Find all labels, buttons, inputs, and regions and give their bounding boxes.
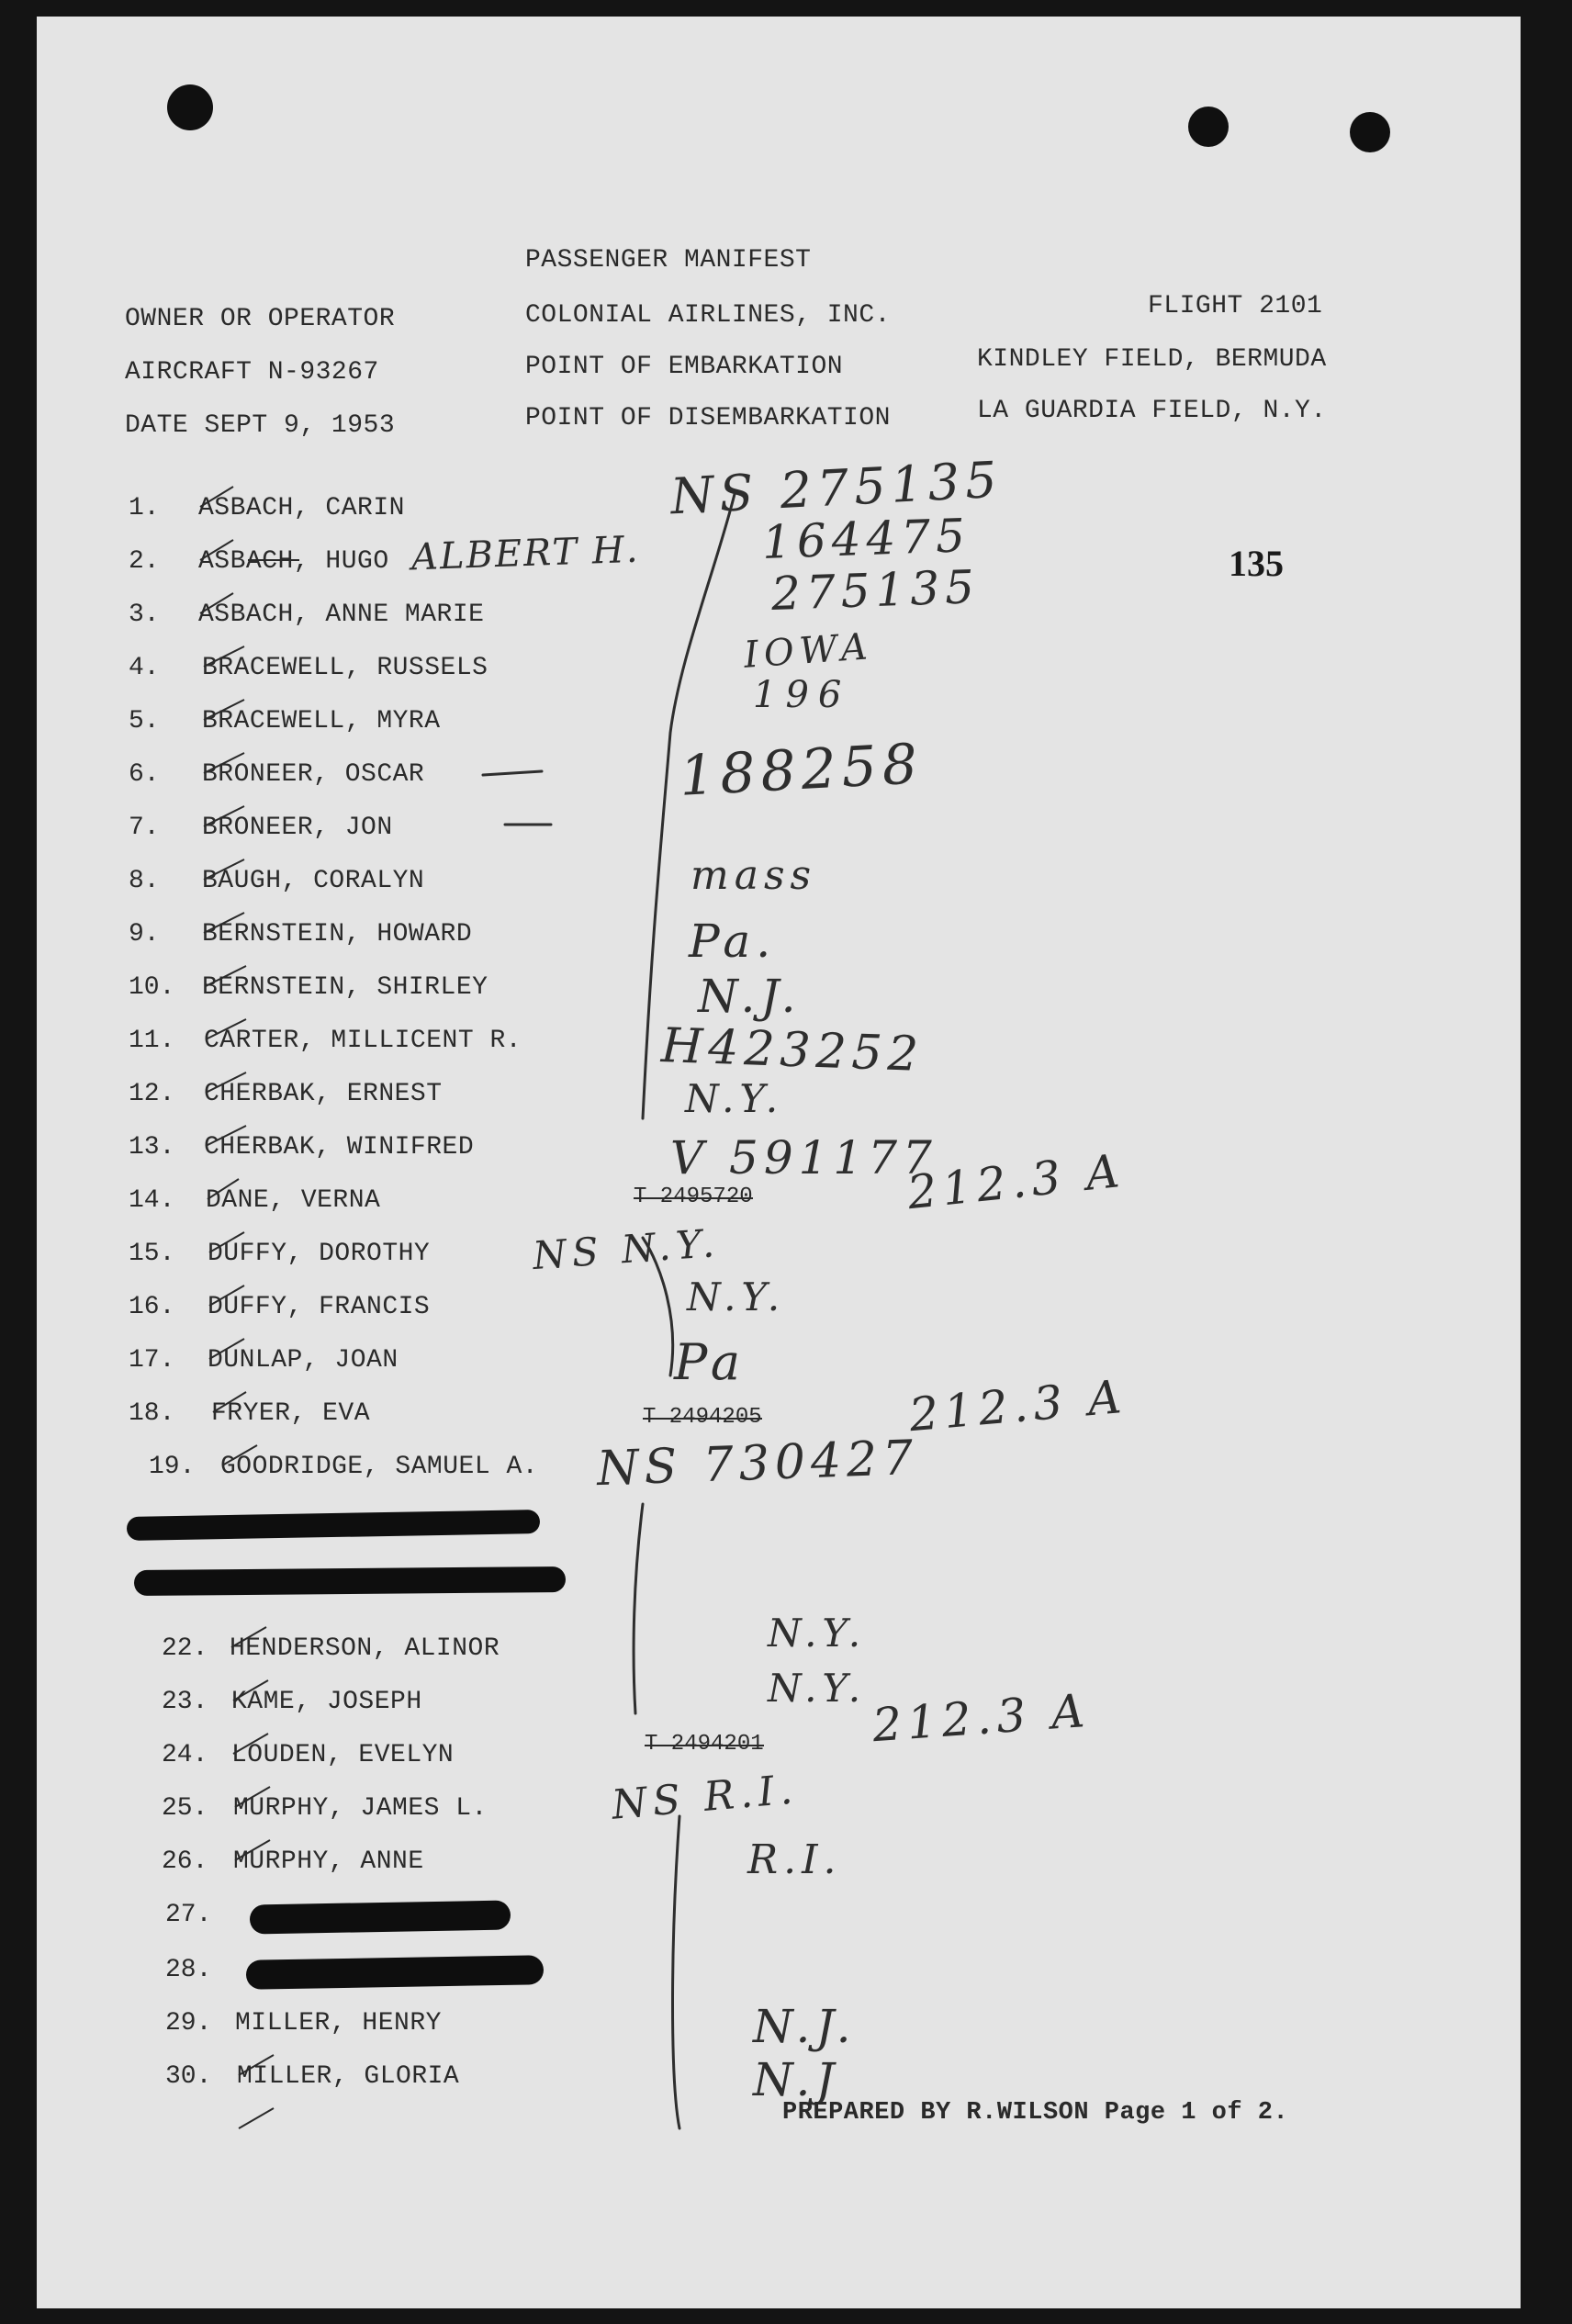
row-number: 11.	[129, 1027, 175, 1055]
handwritten-note: R.I.	[747, 1836, 842, 1883]
passenger-name: MILLER, GLORIA	[237, 2062, 460, 2091]
row-number: 25.	[162, 1794, 208, 1823]
passenger-name: DANE, VERNA	[206, 1186, 381, 1215]
handwritten-note: N.Y.	[768, 1666, 867, 1711]
handwritten-note: 212.3 A	[904, 1143, 1128, 1220]
passenger-name: CHERBAK, WINIFRED	[204, 1133, 475, 1162]
manifest-title: PASSENGER MANIFEST	[525, 246, 812, 275]
row-number: 27.	[165, 1901, 212, 1929]
handwritten-note: Pa	[674, 1333, 747, 1391]
passenger-name: CARTER, MILLICENT R.	[204, 1027, 522, 1055]
row-number: 3.	[129, 601, 160, 629]
row-number: 4.	[129, 654, 160, 682]
disembarkation-label: POINT OF DISEMBARKATION	[525, 404, 891, 432]
row-number: 23.	[162, 1688, 208, 1716]
passenger-name: DUNLAP, JOAN	[208, 1346, 399, 1375]
passenger-name: BRONEER, OSCAR	[202, 760, 425, 789]
row-number: 24.	[162, 1741, 208, 1769]
handwritten-note: mass	[691, 852, 817, 899]
ticket-number: T 2494205	[643, 1405, 762, 1430]
row-number: 22.	[162, 1634, 208, 1663]
embarkation-label: POINT OF EMBARKATION	[525, 353, 844, 381]
row-number: 16.	[129, 1293, 175, 1321]
passenger-name: DUFFY, DOROTHY	[208, 1240, 431, 1268]
row-number: 28.	[165, 1956, 212, 1984]
page-mark: 135	[1229, 543, 1284, 584]
passenger-name: BRACEWELL, RUSSELS	[202, 654, 488, 682]
passenger-name: MILLER, HENRY	[235, 2009, 442, 2038]
embarkation-value: KINDLEY FIELD, BERMUDA	[977, 345, 1327, 374]
passenger-name: ASBACH, CARIN	[198, 494, 405, 522]
handwritten-note: NS 275135	[668, 450, 1004, 526]
passenger-name: BERNSTEIN, SHIRLEY	[202, 973, 488, 1002]
manifest-date: DATE SEPT 9, 1953	[125, 411, 396, 440]
owner-value: COLONIAL AIRLINES, INC.	[525, 301, 891, 330]
row-number: 17.	[129, 1346, 175, 1375]
passenger-name: ASBACH, HUGO	[198, 547, 389, 576]
handwritten-note: N.J	[753, 2053, 840, 2106]
handwritten-note: N.Y.	[685, 1076, 784, 1121]
handwritten-note: H423252	[660, 1018, 925, 1083]
passenger-name: ASBACH, ANNE MARIE	[198, 601, 485, 629]
handwritten-note: 196	[753, 674, 851, 716]
ticket-number: T 2495720	[634, 1184, 753, 1209]
row-number: 30.	[165, 2062, 212, 2091]
disembarkation-value: LA GUARDIA FIELD, N.Y.	[977, 397, 1327, 425]
row-number: 2.	[129, 547, 160, 576]
passenger-name: BRACEWELL, MYRA	[202, 707, 441, 735]
row-number: 18.	[129, 1399, 175, 1428]
handwritten-note: N.Y.	[687, 1274, 786, 1319]
row-number: 26.	[162, 1847, 208, 1876]
row-number: 12.	[129, 1080, 175, 1108]
handwritten-note: 275135	[770, 560, 981, 621]
passenger-name: FRYER, EVA	[211, 1399, 371, 1428]
row-number: 13.	[129, 1133, 175, 1162]
handwritten-note: Pa.	[689, 915, 777, 968]
row-number: 15.	[129, 1240, 175, 1268]
passenger-name: HENDERSON, ALINOR	[230, 1634, 500, 1663]
handwritten-note: N.J.	[698, 970, 802, 1023]
handwritten-note: NS N.Y.	[531, 1219, 722, 1279]
row-number: 5.	[129, 707, 160, 735]
row-number: 8.	[129, 867, 160, 895]
flight-number: FLIGHT 2101	[1148, 292, 1323, 320]
handwritten-note: 188258	[678, 732, 925, 809]
passenger-name: KAME, JOSEPH	[231, 1688, 422, 1716]
handwritten-note: 212.3 A	[906, 1369, 1129, 1443]
ticket-number: T 2494201	[645, 1732, 764, 1757]
passenger-name: BRONEER, JON	[202, 814, 393, 842]
handwritten-note: 164475	[761, 509, 971, 569]
row-number: 29.	[165, 2009, 212, 2038]
row-number: 1.	[129, 494, 160, 522]
row-number: 14.	[129, 1186, 175, 1215]
owner-label: OWNER OR OPERATOR	[125, 305, 396, 333]
handwritten-note: N.J.	[753, 2000, 857, 2053]
passenger-name: CHERBAK, ERNEST	[204, 1080, 443, 1108]
handwritten-note: ALBERT H.	[410, 528, 641, 579]
handwritten-note: NS 730427	[596, 1430, 920, 1498]
row-number: 10.	[129, 973, 175, 1002]
handwritten-note: 212.3 A	[870, 1683, 1092, 1753]
passenger-name: BAUGH, CORALYN	[202, 867, 425, 895]
manifest-sheet	[37, 17, 1521, 2308]
row-number: 9.	[129, 920, 160, 949]
handwritten-strokes	[37, 17, 1521, 2308]
handwritten-note: V 591177	[670, 1131, 938, 1184]
handwritten-note: IOWA	[742, 625, 875, 677]
passenger-name: GOODRIDGE, SAMUEL A.	[220, 1453, 539, 1481]
row-number: 7.	[129, 814, 160, 842]
passenger-name: MURPHY, ANNE	[233, 1847, 424, 1876]
row-number: 6.	[129, 760, 160, 789]
passenger-name: BERNSTEIN, HOWARD	[202, 920, 473, 949]
handwritten-note: NS R.I.	[610, 1766, 800, 1829]
passenger-name: LOUDEN, EVELYN	[231, 1741, 455, 1769]
footer-prepared-by: PREPARED BY R.WILSON Page 1 of 2.	[782, 2099, 1289, 2127]
row-number: 19.	[149, 1453, 196, 1481]
handwritten-note: N.Y.	[768, 1611, 867, 1656]
passenger-name: DUFFY, FRANCIS	[208, 1293, 431, 1321]
passenger-name: MURPHY, JAMES L.	[233, 1794, 488, 1823]
aircraft: AIRCRAFT N-93267	[125, 358, 379, 387]
